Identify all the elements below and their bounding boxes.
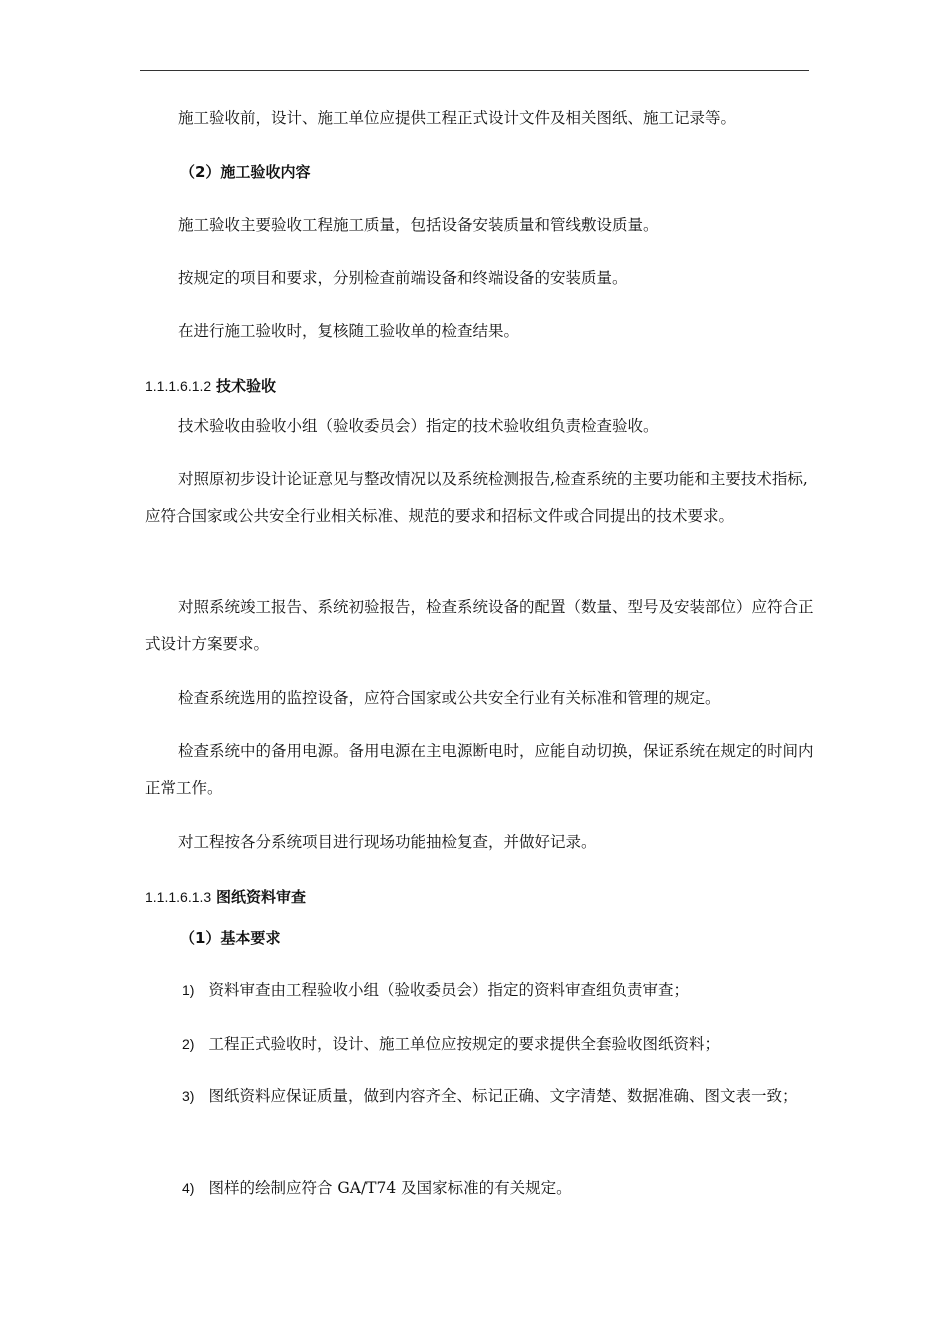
section-number: 1.1.1.6.1.2 xyxy=(145,378,212,394)
section-number: 1.1.1.6.1.3 xyxy=(145,889,212,905)
list-number: 2) xyxy=(182,1036,195,1052)
list-item xyxy=(145,1078,817,1115)
paragraph: 施工验收前，设计、施工单位应提供工程正式设计文件及相关图纸、施工记录等。 xyxy=(178,109,737,127)
section-title: 技术验收 xyxy=(215,377,276,395)
paragraph: 检查系统中的备用电源。备用电源在主电源断电时，应能自动切换，保证系统在规定的时间内正常工作。 xyxy=(145,742,814,797)
section-title: 图纸资料审查 xyxy=(215,888,306,906)
paragraph: 按规定的项目和要求，分别检查前端设备和终端设备的安装质量。 xyxy=(178,269,628,287)
list-text: 图样的绘制应符合 GA/T74 及国家标准的有关规定。 xyxy=(208,1179,572,1197)
list-number: 4) xyxy=(182,1180,195,1196)
paragraph: 对工程按各分系统项目进行现场功能抽检复查，并做好记录。 xyxy=(178,833,597,851)
section-heading xyxy=(145,368,817,405)
list-item xyxy=(145,972,817,1009)
list-item xyxy=(145,1026,817,1063)
paragraph: 技术验收由验收小组（验收委员会）指定的技术验收组负责检查验收。 xyxy=(178,417,659,435)
section-heading xyxy=(145,879,817,916)
paragraph: 在进行施工验收时，复核随工验收单的检查结果。 xyxy=(178,322,520,340)
paragraph: 对照系统竣工报告、系统初验报告，检查系统设备的配置（数量、型号及安装部位）应符合正式设计方案要求。 xyxy=(145,598,814,653)
list-text: 资料审查由工程验收小组（验收委员会）指定的资料审查组负责审查； xyxy=(208,981,689,999)
list-text: 工程正式验收时，设计、施工单位应按规定的要求提供全套验收图纸资料； xyxy=(208,1035,720,1053)
paragraph: 施工验收主要验收工程施工质量，包括设备安装质量和管线敷设质量。 xyxy=(178,216,659,234)
list-item xyxy=(145,1170,817,1207)
subheading: （1）基本要求 xyxy=(180,929,281,947)
list-text: 图纸资料应保证质量，做到内容齐全、标记正确、文字清楚、数据准确、图文表一致； xyxy=(208,1087,798,1105)
header-rule xyxy=(140,70,809,71)
list-number: 3) xyxy=(182,1088,195,1104)
list-number: 1) xyxy=(182,982,195,998)
subheading: （2）施工验收内容 xyxy=(180,163,311,181)
paragraph: 检查系统选用的监控设备，应符合国家或公共安全行业有关标准和管理的规定。 xyxy=(178,689,721,707)
paragraph: 对照原初步设计论证意见与整改情况以及系统检测报告,检查系统的主要功能和主要技术指标,应符合国家或公共安全行业相关标准、规范的要求和招标文件或合同提出的技术要求。 xyxy=(145,470,808,525)
